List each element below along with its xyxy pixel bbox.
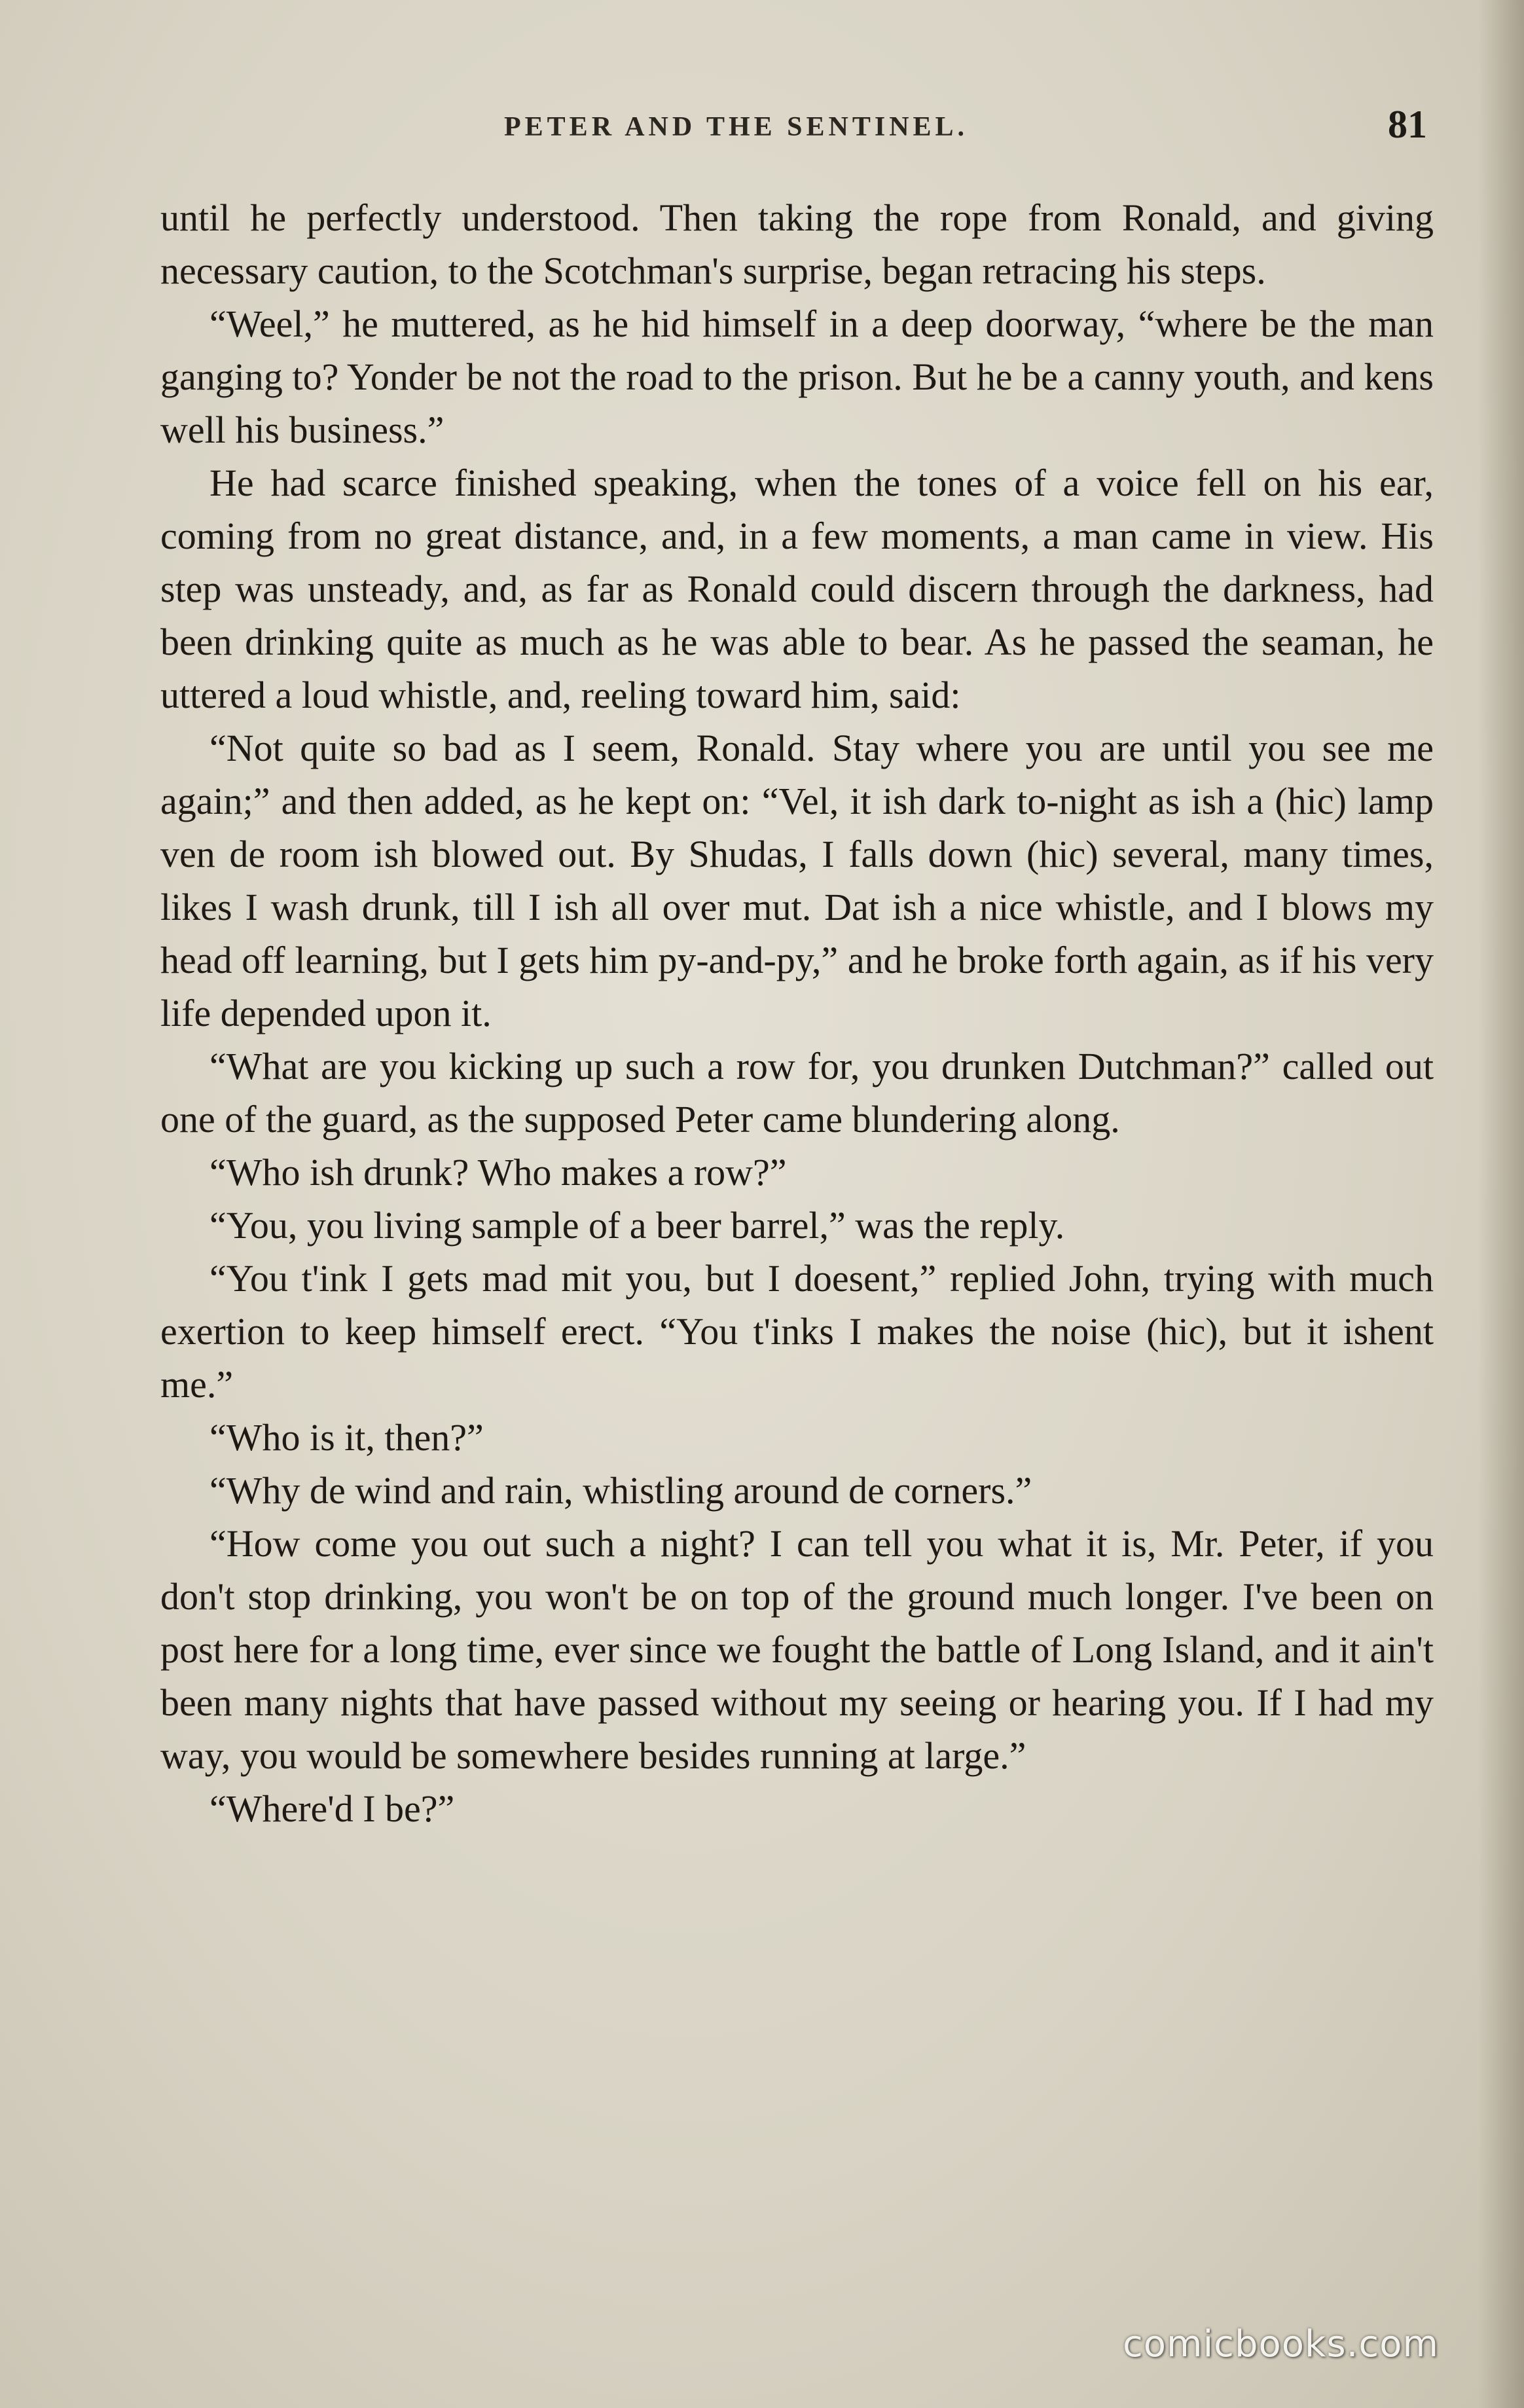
paragraph: “How come you out such a night? I can tell you what it is, Mr. Peter, if you don't stop drinking, you won't be on top of the ground much longer. I've been on post here for a long time, ever since we fought the battle of Long Island, and it ain't been many nights that have passed without my seeing or hearing you. If I had my way, you would be somewhere besides running at large.” [160,1522,1434,1777]
page-header [0,98,1524,170]
page-number: 81 [1388,103,1427,146]
paragraph: “Where'd I be?” [209,1787,455,1830]
body-text [160,191,1434,1835]
paragraph: until he perfectly understood. Then taking the rope from Ronald, and giving necessary caution, to the Scotchman's surprise, began retracing his steps. [160,196,1434,292]
paragraph: “Who ish drunk? Who makes a row?” [209,1151,787,1194]
watermark: comicbooks.com [1123,2323,1440,2365]
paragraph: “You t'ink I gets mad mit you, but I doesent,” replied John, trying with much exertion to keep himself erect. “You t'inks I makes the noise (hic), but it ishent me.” [160,1257,1434,1406]
paragraph: “Weel,” he muttered, as he hid himself in a deep doorway, “where be the man ganging to? Yonder be not the road to the prison. But he be a canny youth, and kens well his business.” [160,302,1434,451]
paragraph: “You, you living sample of a beer barrel,” was the reply. [209,1204,1065,1247]
page-edge-shadow [1478,0,1524,2408]
running-title: PETER AND THE SENTINEL. [504,112,969,142]
paragraph: He had scarce finished speaking, when the tones of a voice fell on his ear, coming from no great distance, and, in a few moments, a man came in view. His step was unsteady, and, as far as Ronald could discern through the darkness, had been drinking quite as much as he was able to bear. As he passed the seaman, he uttered a loud whistle, and, reeling toward him, said: [160,462,1434,716]
paragraph: “Who is it, then?” [209,1416,484,1459]
paragraph: “Why de wind and rain, whistling around de corners.” [209,1469,1032,1512]
paragraph: “Not quite so bad as I seem, Ronald. Stay where you are until you see me again;” and then added, as he kept on: “Vel, it ish dark to-night as ish a (hic) lamp ven de room ish blowed out. By Shudas, I falls down (hic) several, many times, likes I wash drunk, till I ish all over mut. Dat ish a nice whistle, and I blows my head off learning, but I gets him py-and-py,” and he broke forth again, as if his very life depended upon it. [160,727,1434,1034]
paragraph: “What are you kicking up such a row for, you drunken Dutchman?” called out one of the guard, as the supposed Peter came blundering along. [160,1045,1434,1140]
